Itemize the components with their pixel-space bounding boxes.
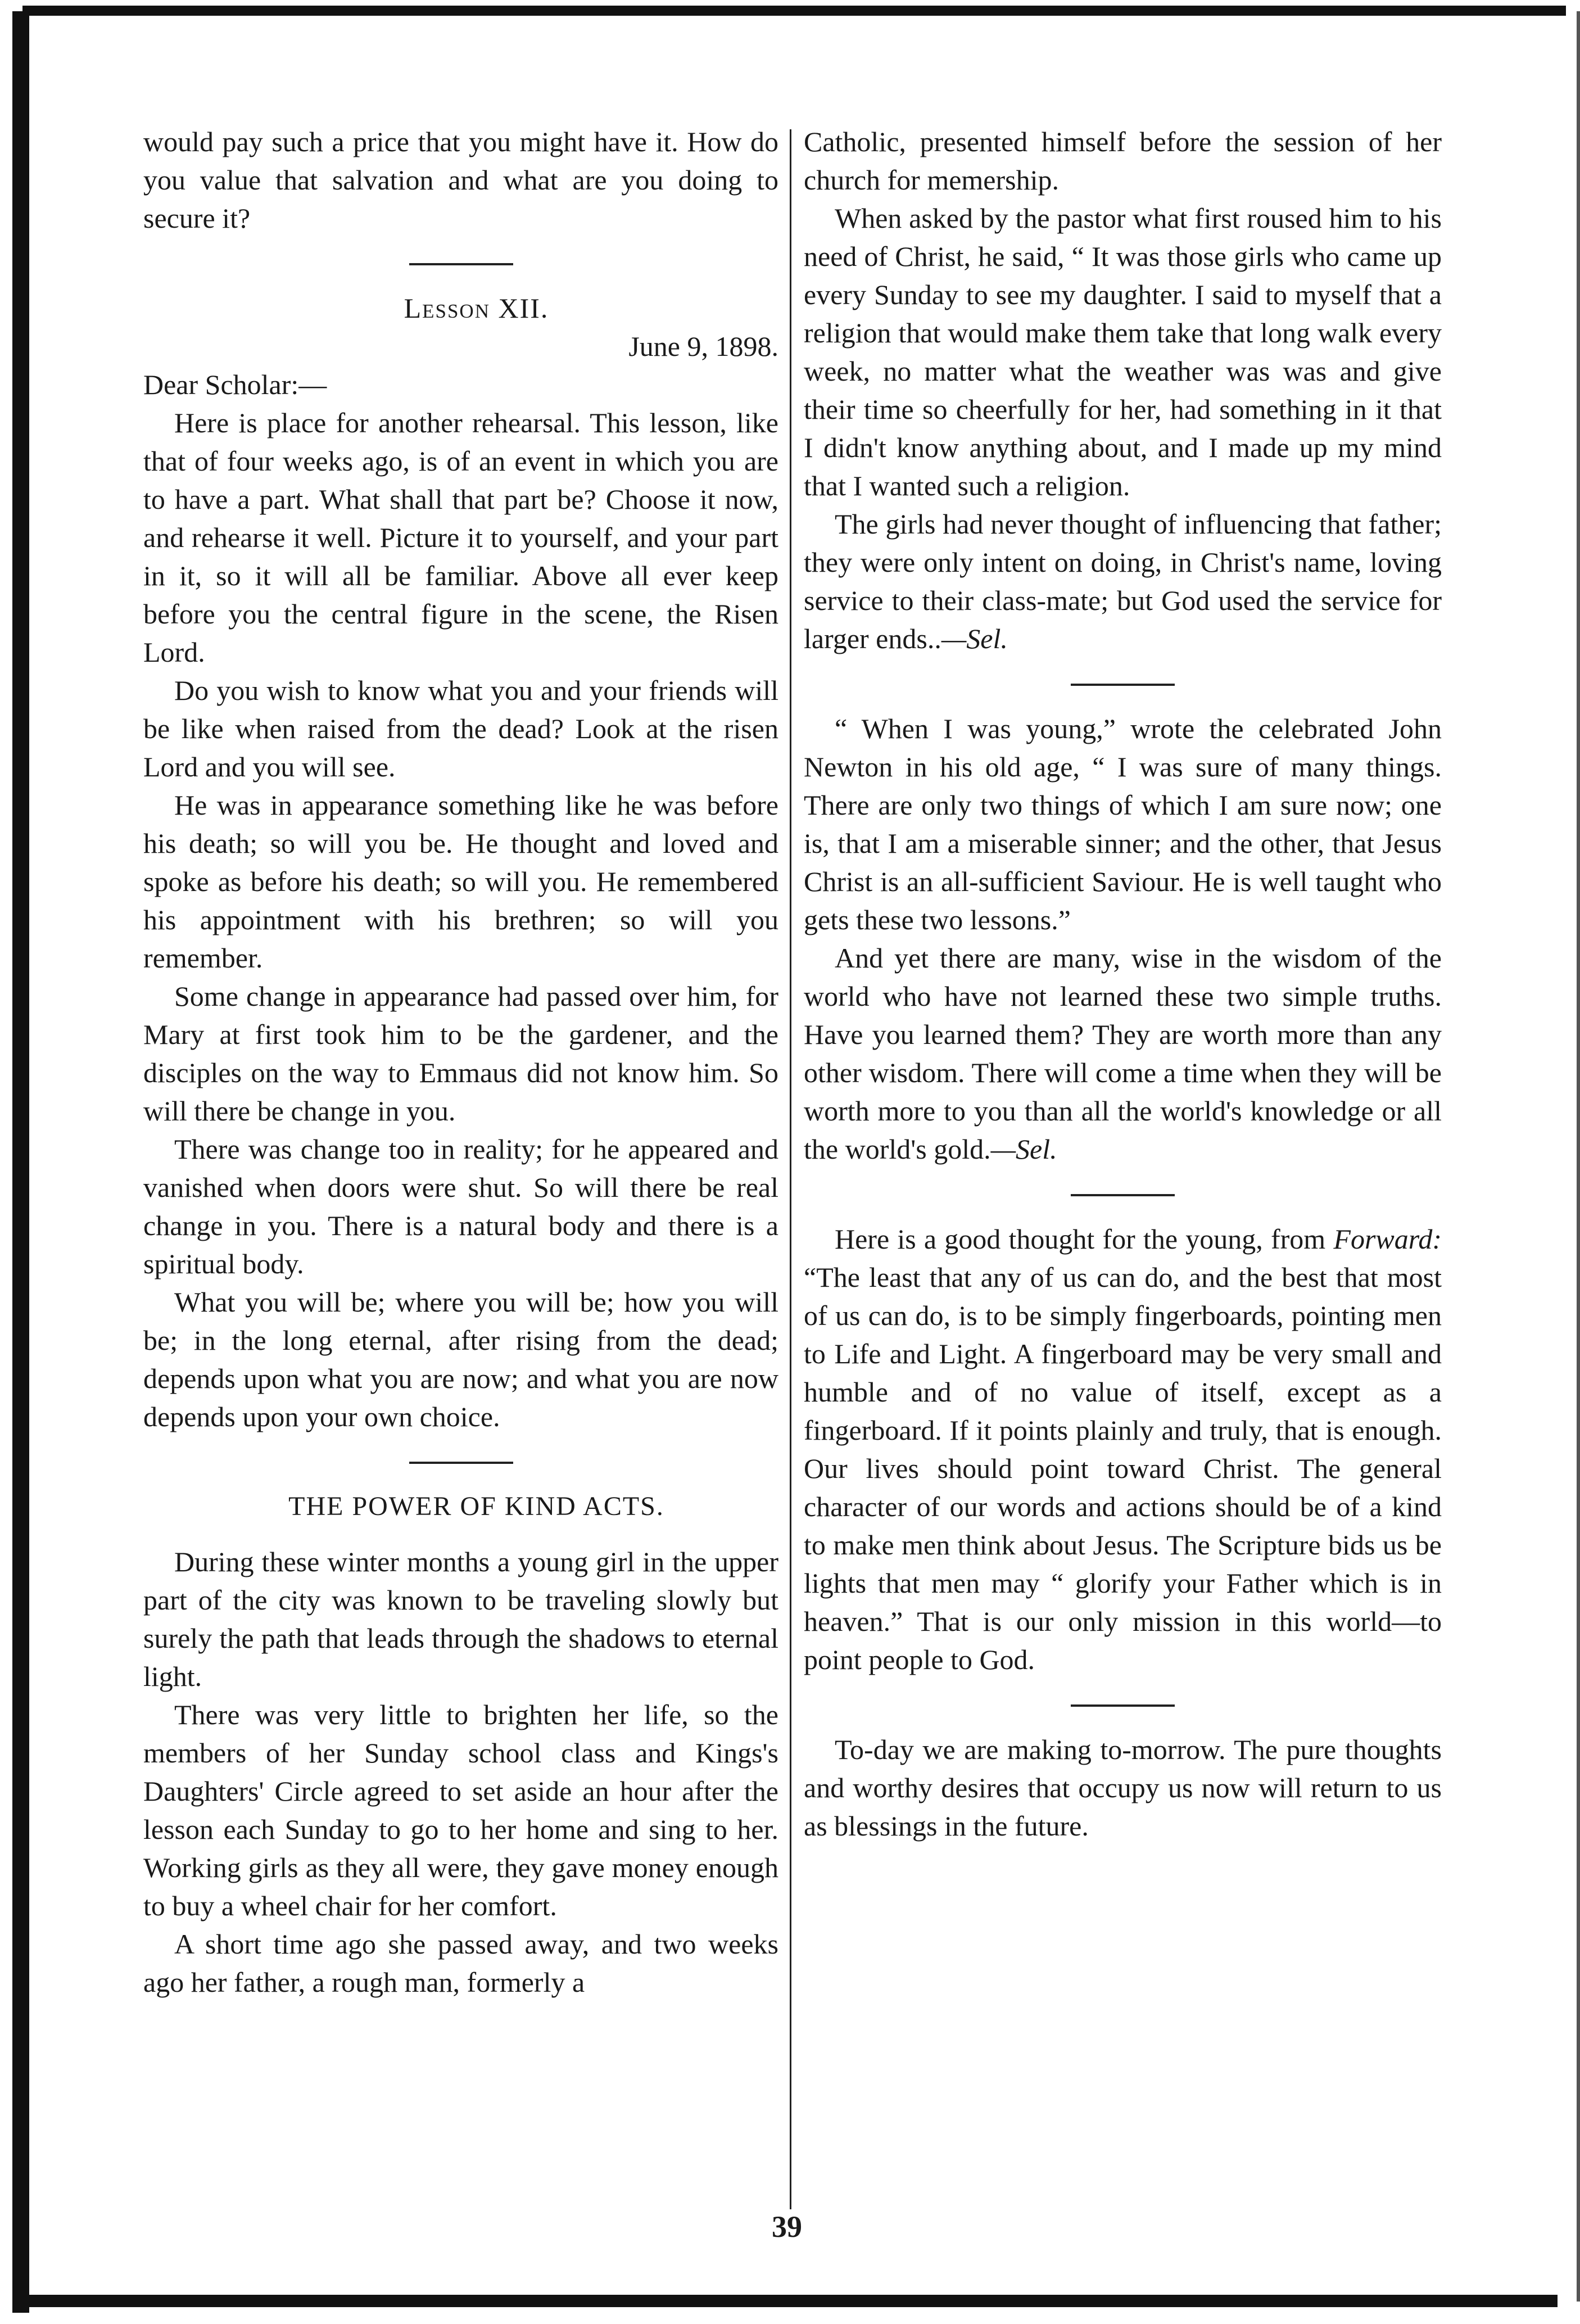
paragraph: To-day we are making to-morrow. The pure thoughts and worthy desires that occupy us now will return to us as blessings in the future. bbox=[804, 1734, 1442, 1842]
paragraph-continued: would pay such a price that you might have it. How do you value that salvation and what are you doing to secure it? bbox=[143, 126, 778, 234]
paragraph: Do you wish to know what you and your friends will be like when raised from the dead? Look at the risen Lord and you will see. bbox=[143, 675, 778, 783]
paragraph-text: “The least that any of us can do, and the best that most of us can do, is to be simply fingerboards, pointing men to Life and Light. A fingerboard may be very small and humble and of no value of itself, except as a fingerboard. If it points plainly and truly, that is enough. Our lives should point toward Christ. The general character of our words and actions should be of a kind to make men think about Jesus. The Scripture bids us be lights that men may “ glorify your Father which is in heaven.” That is our only mission in this world—to point people to God. bbox=[804, 1262, 1442, 1675]
paragraph-text: And yet there are many, wise in the wisdom of the world who have not learned these two simple truths. Have you learned them? They are worth more than any other wisdom. There will come a time when they will be worth more to you than all the world's knowledge or all the world's gold. bbox=[804, 942, 1442, 1165]
paragraph: When asked by the pastor what first roused him to his need of Christ, he said, “ It was those girls who came up every Sunday to see my daughter. I said to myself that a religion that would make them take that long walk every week, no matter what the weather was was and give their time so cheerfully for her, had something in it that I didn't know anything about, and I made up my mind that I wanted such a religion. bbox=[804, 202, 1442, 501]
paragraph-continued: Catholic, presented himself before the session of her church for memership. bbox=[804, 126, 1442, 196]
section-rule bbox=[409, 263, 513, 265]
paragraph: There was change too in reality; for he appeared and vanished when doors were shut. So will there be real change in you. There is a natural body and there is a spiritual body. bbox=[143, 1133, 778, 1279]
paragraph: There was very little to brighten her life, so the members of her Sunday school class and Kings's Daughters' Circle agreed to set aside an hour after the lesson each Sunday to go to her home and sing to her. Working girls as they all were, they gave money enough to buy a wheel chair for her comfort. bbox=[143, 1699, 778, 1921]
signature: —Sel. bbox=[990, 1133, 1057, 1165]
paragraph: A short time ago she passed away, and two weeks ago her father, a rough man, formerly a bbox=[143, 1928, 778, 1998]
paragraph: Some change in appearance had passed over him, for Mary at first took him to be the gardener, and the disciples on the way to Emmaus did not know him. So will there be change in you. bbox=[143, 980, 778, 1127]
source-title: Forward: bbox=[1333, 1223, 1442, 1255]
paragraph-text: The girls had never thought of influencing that father; they were only intent on doing, in Christ's name, loving service to their class-mate; but God used the service for larger ends.. bbox=[804, 508, 1442, 654]
left-column bbox=[143, 123, 778, 2001]
page-border-bottom bbox=[22, 2295, 1558, 2307]
article-heading: THE POWER OF KIND ACTS. bbox=[288, 1491, 664, 1521]
section-rule bbox=[409, 1462, 513, 1464]
right-column bbox=[804, 123, 1442, 1845]
paragraph bbox=[804, 505, 1442, 658]
page-number: 39 bbox=[772, 2210, 802, 2244]
paragraph: He was in appearance something like he was before his death; so will you be. He thought and loved and spoke as before his death; so will you. He remembered his appointment with his brethren; so will you remember. bbox=[143, 789, 778, 974]
salutation: Dear Scholar:— bbox=[143, 369, 327, 400]
lesson-title: Lesson XII. bbox=[404, 292, 549, 324]
lesson-date: June 9, 1898. bbox=[628, 331, 778, 362]
section-rule bbox=[1071, 684, 1175, 686]
paragraph: During these winter months a young girl in the upper part of the city was known to be traveling slowly but surely the path that leads through the shadows to eternal light. bbox=[143, 1546, 778, 1692]
paragraph bbox=[804, 939, 1442, 1168]
page-border-left bbox=[12, 11, 29, 2313]
signature: —Sel. bbox=[941, 623, 1008, 654]
paragraph: Here is place for another rehearsal. This lesson, like that of four weeks ago, is of an event in which you are to have a part. What shall that part be? Choose it now, and rehearse it well. Picture it to yourself, and your part in it, so it will all be familiar. Above all ever keep before you the central figure in the scene, the Risen Lord. bbox=[143, 407, 778, 668]
paragraph: What you will be; where you will be; how you will be; in the long eternal, after rising from the dead; depends upon what you are now; and what you are now depends upon your own choice. bbox=[143, 1286, 778, 1432]
column-divider bbox=[790, 129, 791, 2209]
paragraph-text: Here is a good thought for the young, from bbox=[835, 1223, 1326, 1255]
section-rule bbox=[1071, 1704, 1175, 1707]
page-border-top bbox=[22, 6, 1566, 16]
page-border-right bbox=[1577, 11, 1580, 2302]
section-rule bbox=[1071, 1194, 1175, 1196]
paragraph bbox=[804, 1220, 1442, 1679]
paragraph: “ When I was young,” wrote the celebrated John Newton in his old age, “ I was sure of many things. There are only two things of which I am sure now; one is, that I am a miserable sinner; and the other, that Jesus Christ is an all-sufficient Saviour. He is well taught who gets these two lessons.” bbox=[804, 713, 1442, 935]
